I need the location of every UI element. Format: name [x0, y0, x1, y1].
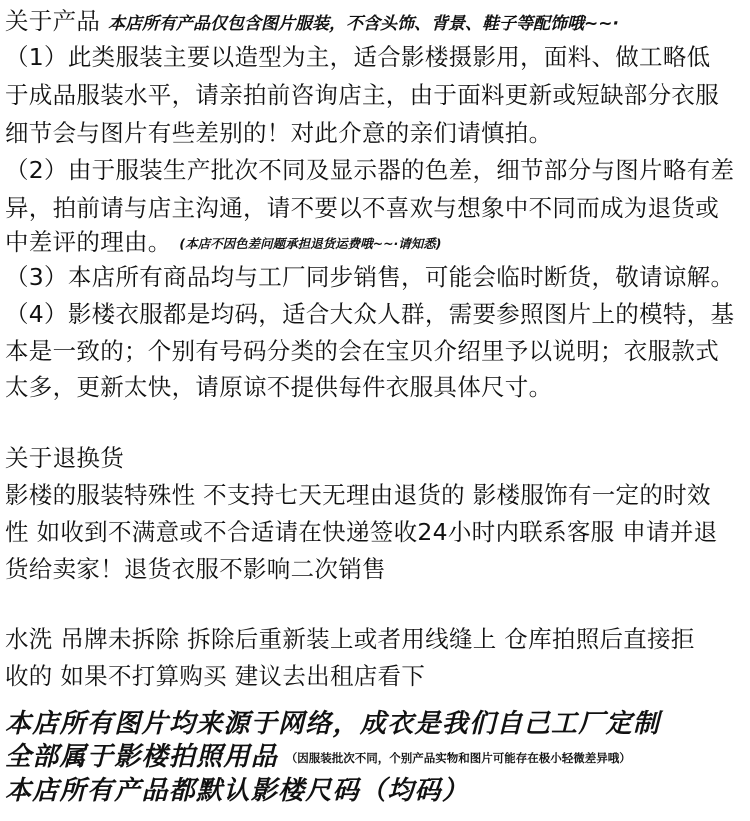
product-point-2a: （2）由于服装生产批次不同及显示器的色差，细节部分与图片略有差 [5, 156, 735, 184]
product-point-2c: 中差评的理由。 [5, 228, 172, 256]
footer-line-2-row [5, 740, 747, 775]
product-point-2b: 异，拍前请与店主沟通，请不要以不喜欢与想象中不同而成为退货或 [5, 194, 719, 222]
footer-line-2: 全部属于影楼拍照用品 [5, 742, 279, 772]
product-point-3: （3）本店所有商品均与工厂同步销售，可能会临时断货，敬请谅解。 [5, 263, 735, 291]
product-point-2c-line [5, 225, 747, 261]
product-heading: 关于产品 [5, 7, 101, 35]
product-heading-line [5, 4, 747, 41]
returns-text-a: 影楼的服装特殊性 不支持七天无理由退货的 影楼服饰有一定的时效 [5, 481, 711, 509]
product-point-2-note: (本店不因色差问题承担退货运费哦~~·请知悉) [179, 236, 442, 251]
product-point-4a: （4）影楼衣服都是均码，适合大众人群，需要参照图片上的模特，基 [5, 300, 735, 328]
product-point-1c: 细节会与图片有些差别的！对此介意的亲们请慎拍。 [5, 119, 553, 147]
product-point-1b: 于成品服装水平，请亲拍前咨询店主，由于面料更新或短缺部分衣服 [5, 81, 719, 109]
product-heading-note: 本店所有产品仅包含图片服装，不含头饰、背景、鞋子等配饰哦~~· [107, 14, 619, 34]
footer-line-1: 本店所有图片均来源于网络，成衣是我们自己工厂定制 [5, 709, 661, 739]
returns-text-c: 货给卖家！退货衣服不影响二次销售 [5, 555, 386, 583]
returns-heading: 关于退换货 [5, 444, 124, 472]
washing-text-b: 收的 如果不打算购买 建议去出租店看下 [5, 662, 426, 690]
washing-text-a: 水洗 吊牌未拆除 拆除后重新装上或者用线缝上 仓库拍照后直接拒 [5, 625, 695, 653]
product-point-4b: 本是一致的；个别有号码分类的会在宝贝介绍里予以说明；衣服款式 [5, 337, 719, 365]
product-point-1a: （1）此类服装主要以造型为主，适合影楼摄影用，面料、做工略低 [5, 43, 711, 71]
footer-line-3: 本店所有产品都默认影楼尺码（均码） [5, 776, 470, 806]
product-point-4c: 太多，更新太快，请原谅不提供每件衣服具体尺寸。 [5, 373, 553, 401]
footer-line-2-note: （因服装批次不同，个别产品实物和图片可能存在极小轻微差异哦） [285, 751, 631, 765]
returns-text-b: 性 如收到不满意或不合适请在快递签收24小时内联系客服 申请并退 [5, 518, 718, 546]
